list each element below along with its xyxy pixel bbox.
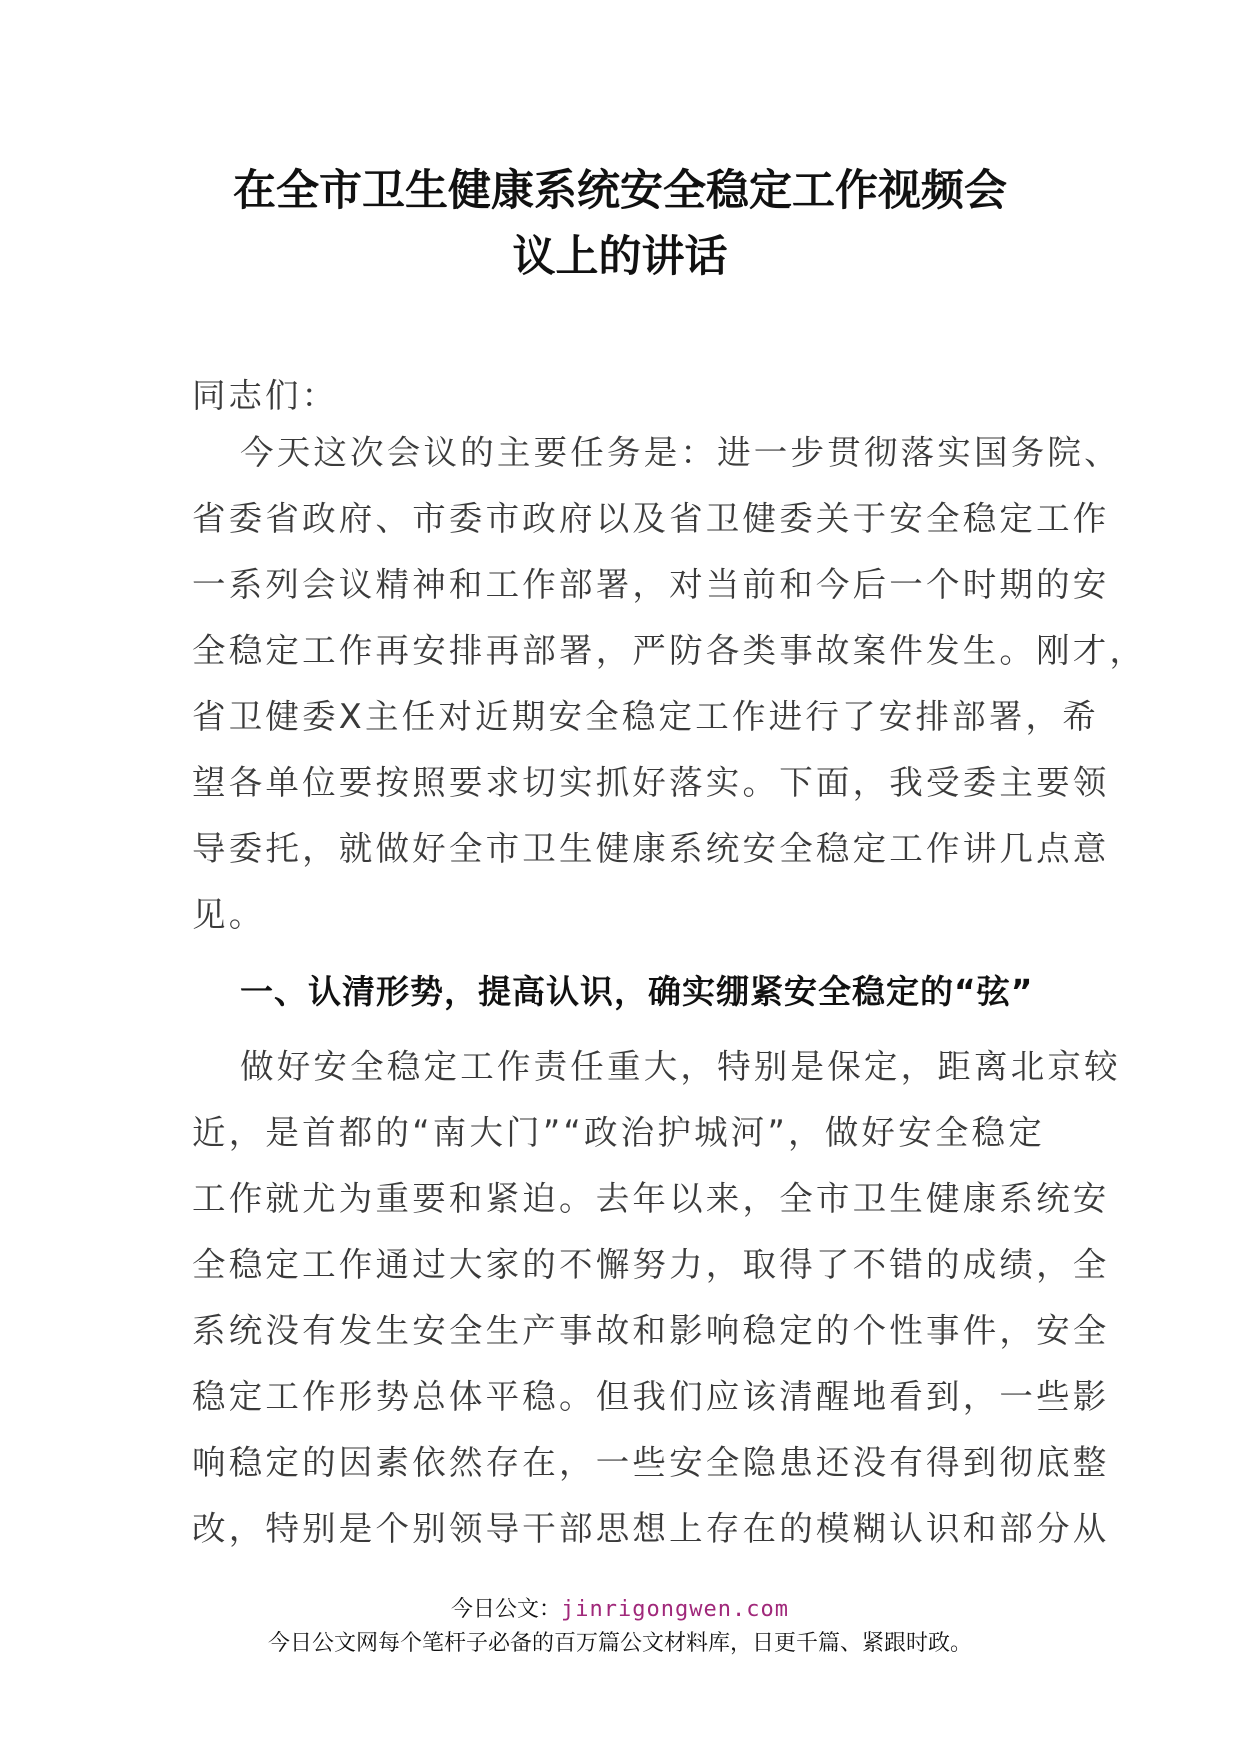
paragraph-line: 稳定工作形势总体平稳。但我们应该清醒地看到，一些影 (192, 1377, 1110, 1416)
footer-site-label: 今日公文： (451, 1597, 562, 1622)
salutation: 同志们： (192, 376, 338, 415)
paragraph-line: 改，特别是个别领导干部思想上存在的模糊认识和部分从 (192, 1509, 1110, 1548)
paragraph-line: 导委托，就做好全市卫生健康系统安全稳定工作讲几点意 (192, 829, 1110, 868)
paragraph-2 (192, 1034, 1121, 1562)
document-title (150, 158, 1090, 290)
paragraph-line: 做好安全稳定工作责任重大，特别是保定，距离北京较 (240, 1047, 1121, 1086)
title-line-1: 在全市卫生健康系统安全稳定工作视频会 (233, 166, 1007, 216)
footer-site (0, 1592, 1240, 1623)
paragraph-line: 响稳定的因素依然存在，一些安全隐患还没有得到彻底整 (192, 1443, 1110, 1482)
paragraph-line: 近，是首都的“南大门”“政治护城河”，做好安全稳定 (192, 1113, 1045, 1152)
section-heading-1: 一、认清形势，提高认识，确实绷紧安全稳定的“弦” (240, 972, 1034, 1011)
paragraph-line: 全稳定工作通过大家的不懈努力，取得了不错的成绩，全 (192, 1245, 1110, 1284)
paragraph-line: 系统没有发生安全生产事故和影响稳定的个性事件，安全 (192, 1311, 1110, 1350)
paragraph-line: 工作就尤为重要和紧迫。去年以来，全市卫生健康系统安 (192, 1179, 1110, 1218)
footer-site-link[interactable]: jinrigongwen.com (561, 1597, 789, 1622)
paragraph-line: 省卫健委X主任对近期安全稳定工作进行了安排部署，希 (192, 697, 1099, 736)
footer-slogan: 今日公文网每个笔杆子必备的百万篇公文材料库，日更千篇、紧跟时政。 (267, 1631, 972, 1656)
paragraph-line: 见。 (192, 895, 266, 934)
title-line-2: 议上的讲话 (512, 232, 728, 282)
paragraph-line: 今天这次会议的主要任务是：进一步贯彻落实国务院、 (240, 433, 1121, 472)
paragraph-1 (192, 420, 1147, 948)
paragraph-line: 全稳定工作再安排再部署，严防各类事故案件发生。刚才， (192, 631, 1147, 670)
paragraph-line: 望各单位要按照要求切实抓好落实。下面，我受委主要领 (192, 763, 1110, 802)
paragraph-line: 一系列会议精神和工作部署，对当前和今后一个时期的安 (192, 565, 1110, 604)
paragraph-line: 省委省政府、市委市政府以及省卫健委关于安全稳定工作 (192, 499, 1110, 538)
